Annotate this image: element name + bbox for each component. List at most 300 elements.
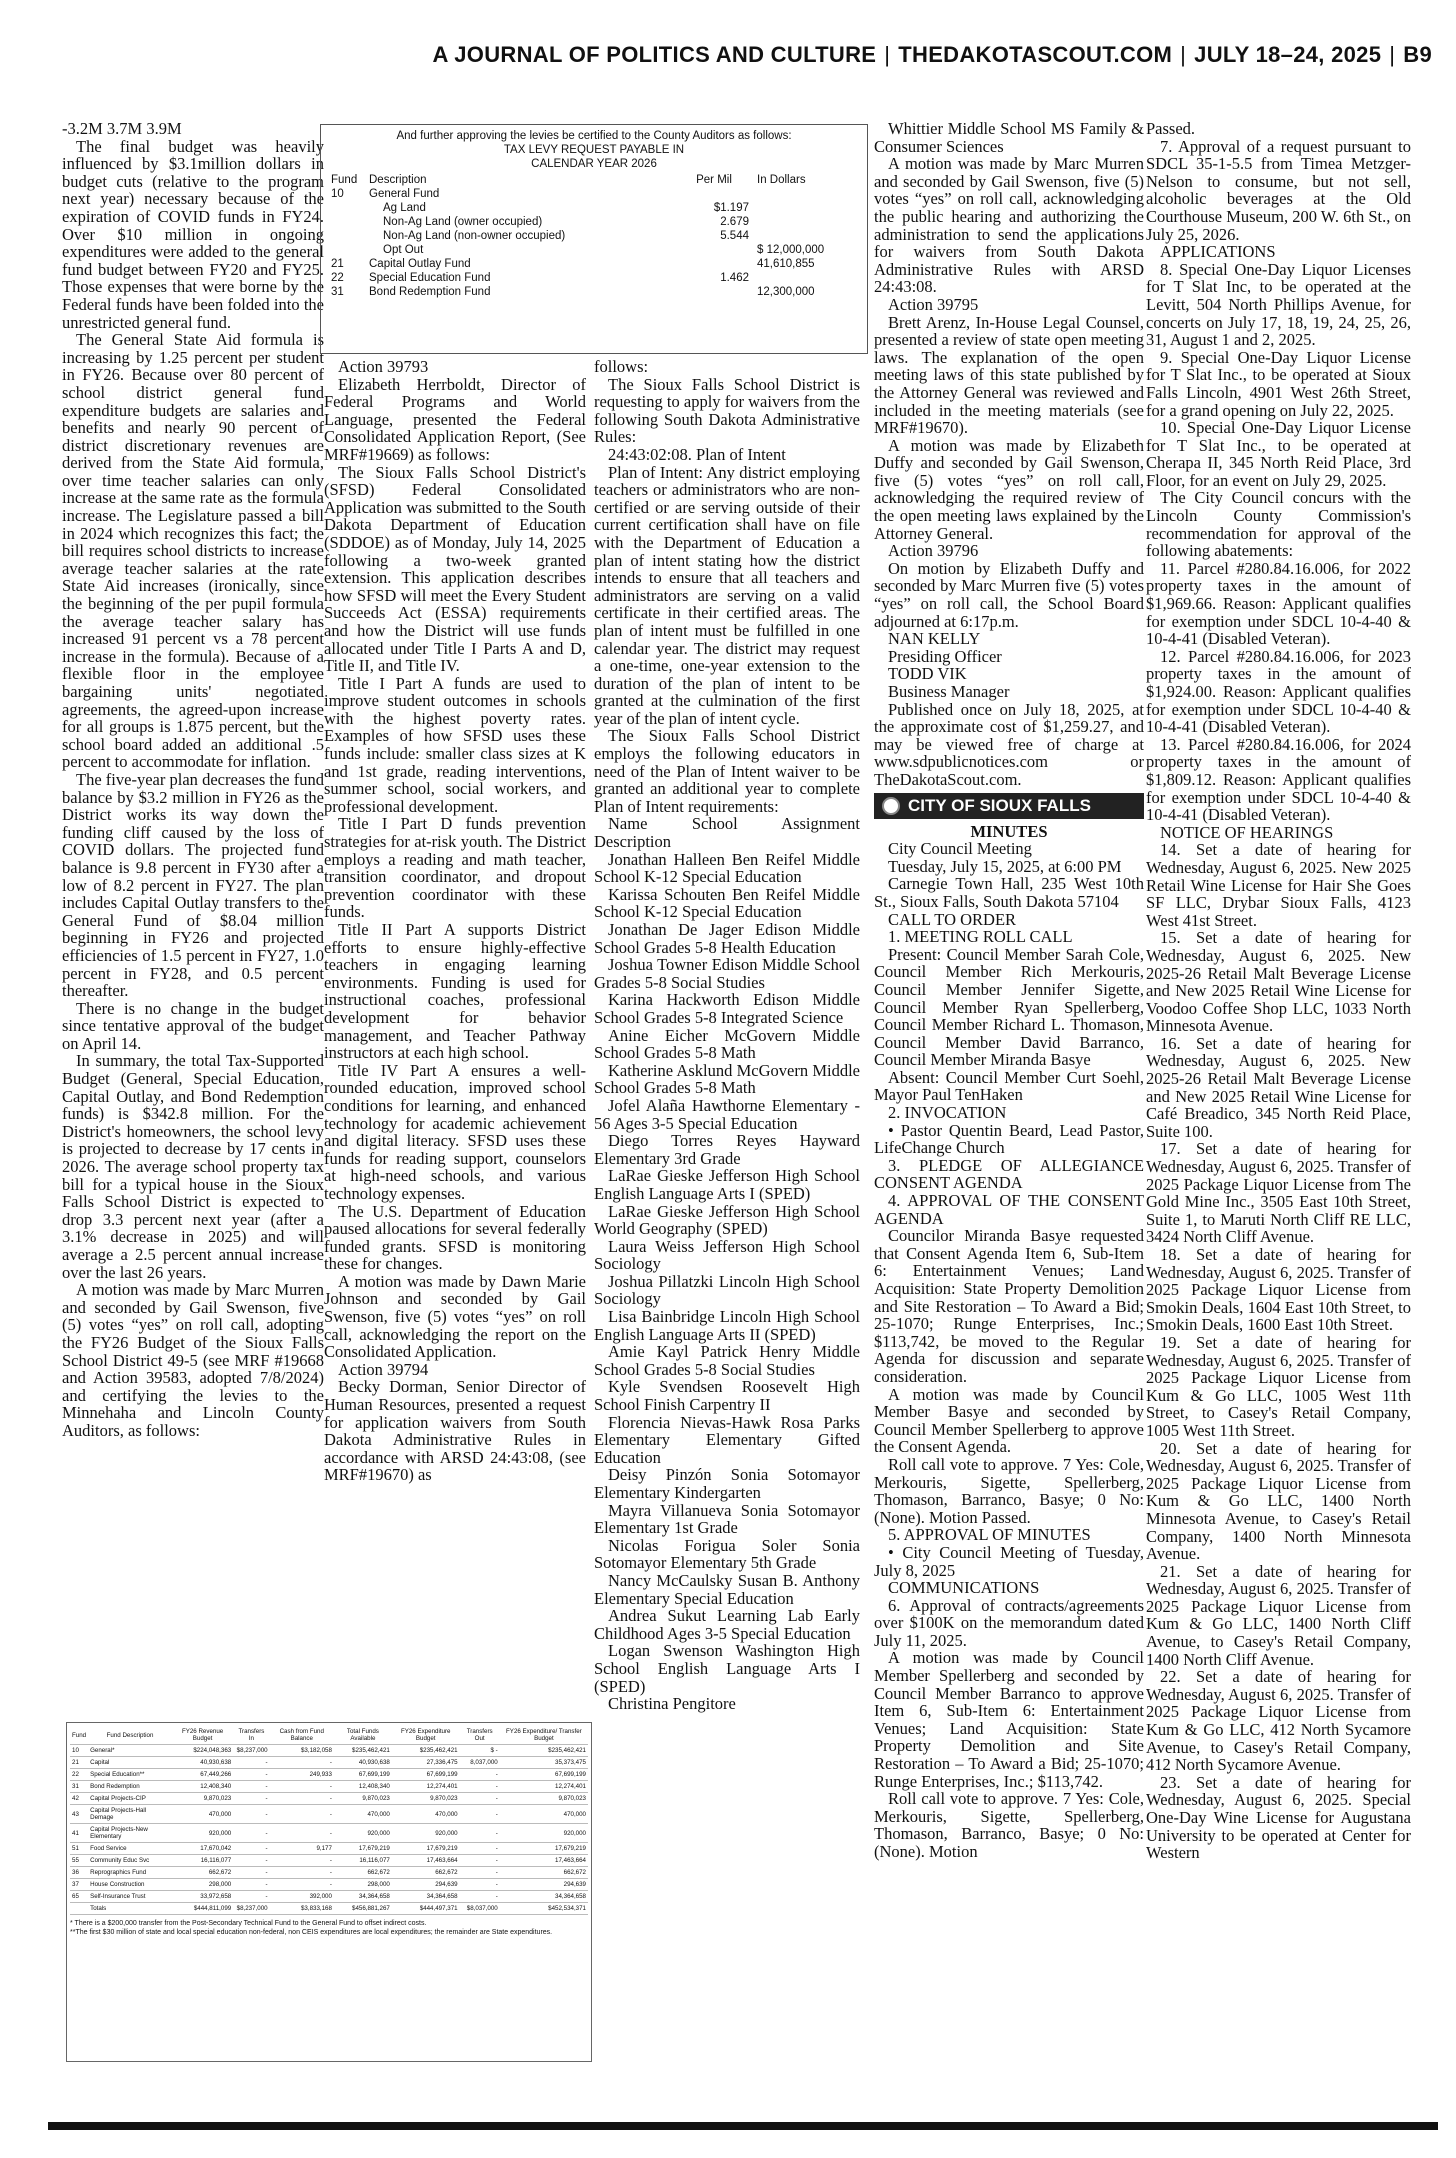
paragraph: Business Manager bbox=[888, 682, 1010, 701]
budget-cell: 920,000 bbox=[334, 1824, 392, 1843]
paragraph: LaRae Gieske Jefferson High School English Language Arts I (SPED) bbox=[594, 1166, 860, 1203]
paragraph: 10. Special One-Day Liquor License for T Slat Inc., to be operated at Cherapa II, 345 North Reid Place, 3rd Floor, for an event on July 29, 2025. bbox=[1146, 418, 1411, 490]
budget-header-cell: Transfers In bbox=[233, 1726, 269, 1745]
paragraph: A motion was made by Marc Murren and seconded by Gail Swenson, five (5) votes “yes” on roll call, acknowledging the public hearing and authorizing the administration to send the applications for waivers from South Dakota Administrative Rules with ARSD 24:43:08. bbox=[874, 154, 1144, 297]
paragraph: A motion was made by Council Member Basye and seconded by Council Member Spellerberg to approve the Consent Agenda. bbox=[874, 1384, 1144, 1457]
paragraph: Florencia Nievas-Hawk Rosa Parks Elementary Elementary Gifted Education bbox=[594, 1412, 860, 1467]
section-banner-label: CITY OF SIOUX FALLS bbox=[908, 795, 1091, 815]
budget-cell: 17,679,219 bbox=[500, 1843, 588, 1855]
issue-dates: JULY 18–24, 2025 bbox=[1194, 42, 1382, 67]
budget-cell: 33,972,658 bbox=[172, 1891, 233, 1903]
site-url: THEDAKOTASCOUT.COM bbox=[898, 42, 1173, 67]
levy-row bbox=[327, 243, 861, 257]
budget-cell: 9,870,023 bbox=[392, 1793, 460, 1805]
budget-cell: - bbox=[233, 1855, 269, 1867]
levy-row bbox=[327, 285, 861, 299]
budget-cell: General* bbox=[88, 1745, 172, 1757]
paragraph: The Sioux Falls School District employs the following educators in need of the Plan of Intent waiver to be granted an additional year to complete Plan of Intent requirements: bbox=[594, 726, 860, 816]
budget-header-cell: Fund Description bbox=[88, 1726, 172, 1745]
budget-cell: 12,274,401 bbox=[392, 1781, 460, 1793]
budget-cell: - bbox=[233, 1879, 269, 1891]
paragraph: Title IV Part A ensures a well-rounded education, improved school conditions for learning, and enhanced technology for academic achievement and digital literacy. SFSD uses these funds for reading support, counselors at high-need schools, and various technology expenses. bbox=[324, 1060, 586, 1203]
budget-cell: 34,364,658 bbox=[392, 1891, 460, 1903]
levy-cell-mil bbox=[675, 257, 753, 271]
levy-cell-desc: Special Education Fund bbox=[369, 272, 491, 284]
budget-grid bbox=[70, 1726, 588, 1915]
budget-cell: $8,237,000 bbox=[233, 1903, 269, 1915]
paragraph: 13. Parcel #280.84.16.006, for 2024 property taxes in the amount of $1,809.12. Reason: Applicant qualifies for exemption under SDCL 10-4-40 & 10-4-41 (Disabled Veteran). bbox=[1146, 734, 1411, 825]
paragraph: 12. Parcel #280.84.16.006, for 2023 property taxes in the amount of $1,924.00. Reason: Applicant qualifies for exemption under SDCL 10-4-40 & 10-4-41 (Disabled Veteran). bbox=[1146, 646, 1411, 737]
levy-cell-dollars bbox=[753, 229, 861, 243]
budget-cell: 662,672 bbox=[334, 1867, 392, 1879]
paragraph: • City Council Meeting of Tuesday, July 8, 2025 bbox=[874, 1542, 1144, 1580]
budget-cell: - bbox=[460, 1781, 500, 1793]
levy-cell-fund bbox=[327, 229, 365, 243]
budget-cell: - bbox=[460, 1793, 500, 1805]
paragraph: 5. APPROVAL OF MINUTES bbox=[888, 1525, 1091, 1545]
paragraph: Title II Part A supports District efforts to ensure highly-effective teachers in engaging learning environments. Funding is used for instructional coaches, professional development for behavior management, and Teacher Pathway instructors at each high school. bbox=[324, 920, 586, 1063]
budget-header-cell: FY26 Revenue Budget bbox=[172, 1726, 233, 1745]
paragraph: Councilor Miranda Basye requested that Consent Agenda Item 6, Sub-Item 6: Entertainment Venues; Land Acquisition: State Property Demolition and Site Restoration – To Award a Bid; 25-1070; Runge Enterprises, Inc.; $113,742, be moved to the Regular Agenda for discussion and separate consideration. bbox=[874, 1226, 1144, 1386]
budget-cell: 35,373,475 bbox=[500, 1757, 588, 1769]
budget-cell: 17,463,664 bbox=[392, 1855, 460, 1867]
paragraph: Mayra Villanueva Sonia Sotomayor Elementary 1st Grade bbox=[594, 1500, 860, 1538]
paragraph: 19. Set a date of hearing for Wednesday, August 6, 2025. Transfer of 2025 Package Liquor License from Kum & Go LLC, 1005 West 11th Street, to Casey's Retail Company, 1005 West 11th Street. bbox=[1146, 1332, 1411, 1440]
budget-cell: Capital Projects-New Elementary bbox=[88, 1824, 172, 1843]
paragraph: A motion was made by Marc Murren and seconded by Gail Swenson, five (5) votes “yes” on roll call, adopting the FY26 Budget of the Sioux Falls School District 49-5 (see MRF #19668 and Action 39583, adopted 7/8/2024) and certifying the levies to the Minnehaha and Lincoln County Auditors, as follows: bbox=[62, 1280, 324, 1440]
paragraph: Diego Torres Reyes Hayward Elementary 3rd Grade bbox=[594, 1131, 860, 1168]
levy-row bbox=[327, 229, 861, 243]
budget-cell: 10 bbox=[70, 1745, 88, 1757]
budget-cell: 9,870,023 bbox=[334, 1793, 392, 1805]
budget-row bbox=[70, 1891, 588, 1903]
budget-cell: 9,870,023 bbox=[500, 1793, 588, 1805]
budget-cell: 41 bbox=[70, 1824, 88, 1843]
budget-cell: - bbox=[233, 1769, 269, 1781]
budget-cell: 22 bbox=[70, 1769, 88, 1781]
levy-row bbox=[327, 257, 861, 271]
paragraph: Presiding Officer bbox=[888, 646, 1002, 666]
levy-cell-desc: Capital Outlay Fund bbox=[369, 258, 471, 270]
paragraph: On motion by Elizabeth Duffy and seconded by Marc Murren five (5) votes “yes” on roll call, the School Board adjourned at 6:17p.m. bbox=[874, 558, 1144, 631]
budget-cell: Self-Insurance Trust bbox=[88, 1891, 172, 1903]
budget-cell: 17,670,042 bbox=[172, 1843, 233, 1855]
paragraph: A motion was made by Council Member Spellerberg and seconded by Council Member Barranco to approve Item 6, Sub-Item 6: Entertainment Venues; Land Acquisition: State Property Demolition and Site Restoration – To Award a Bid; 25-1070; Runge Enterprises, Inc.; $113,742. bbox=[874, 1648, 1144, 1791]
paragraph: Joshua Pillatzki Lincoln High School Sociology bbox=[594, 1271, 860, 1309]
budget-cell: 34,364,658 bbox=[334, 1891, 392, 1903]
budget-cell: Bond Redemption bbox=[88, 1781, 172, 1793]
paragraph: Action 39794 bbox=[338, 1359, 429, 1379]
budget-cell: 65 bbox=[70, 1891, 88, 1903]
paragraph: COMMUNICATIONS bbox=[888, 1578, 1040, 1598]
budget-cell: $224,048,363 bbox=[172, 1745, 233, 1757]
budget-header-cell: FY26 Expenditure Budget bbox=[392, 1726, 460, 1745]
paragraph: Kyle Svendsen Roosevelt High School Finish Carpentry II bbox=[594, 1377, 860, 1415]
budget-cell: 662,672 bbox=[172, 1867, 233, 1879]
budget-cell bbox=[70, 1903, 88, 1915]
column-1 bbox=[62, 120, 324, 1680]
budget-cell: 21 bbox=[70, 1757, 88, 1769]
budget-row bbox=[70, 1855, 588, 1867]
tax-levy-table bbox=[320, 124, 868, 354]
section-banner bbox=[874, 793, 1144, 819]
levy-col-desc: Description bbox=[369, 174, 427, 186]
budget-cell: Capital bbox=[88, 1757, 172, 1769]
budget-cell: $444,497,371 bbox=[392, 1903, 460, 1915]
levy-cell-desc: Non-Ag Land (owner occupied) bbox=[383, 216, 543, 228]
paragraph: The City Council concurs with the Lincoln County Commission's recommendation for approval of the following abatements: bbox=[1146, 488, 1411, 561]
paragraph: Christina Pengitore bbox=[608, 1694, 736, 1714]
paragraph: A motion was made by Elizabeth Duffy and seconded by Gail Swenson, five (5) votes “yes” on roll call, acknowledging the required review of the open meeting laws explained by the Attorney General. bbox=[874, 435, 1144, 543]
budget-cell: 67,699,199 bbox=[500, 1769, 588, 1781]
levy-cell-fund: 31 bbox=[331, 286, 344, 298]
budget-cell: - bbox=[233, 1793, 269, 1805]
levy-subtitle: CALENDAR YEAR 2026 bbox=[531, 158, 657, 170]
paragraph: The U.S. Department of Education paused allocations for several federally funded grants. SFSD is monitoring these for changes. bbox=[324, 1201, 586, 1274]
levy-cell-mil: 2.679 bbox=[720, 216, 749, 228]
budget-cell: - bbox=[270, 1805, 334, 1824]
levy-cell-mil bbox=[675, 187, 753, 201]
budget-cell: - bbox=[233, 1805, 269, 1824]
budget-cell: - bbox=[233, 1781, 269, 1793]
budget-cell: $8,037,000 bbox=[460, 1903, 500, 1915]
budget-cell: - bbox=[270, 1867, 334, 1879]
levy-cell-mil bbox=[675, 285, 753, 299]
paragraph: Passed. bbox=[1146, 120, 1196, 138]
levy-cell-mil: 1.462 bbox=[720, 272, 749, 284]
paragraph: Anine Eicher McGovern Middle School Grades 5-8 Math bbox=[594, 1025, 860, 1063]
budget-cell: 67,449,266 bbox=[172, 1769, 233, 1781]
paragraph: Jonathan Halleen Ben Reifel Middle School K-12 Special Education bbox=[594, 849, 860, 887]
budget-cell: 17,679,219 bbox=[334, 1843, 392, 1855]
budget-cell: - bbox=[460, 1805, 500, 1824]
paragraph: Roll call vote to approve. 7 Yes: Cole, Merkouris, Sigette, Spellerberg, Thomason, Barranco, Basye; 0 No: (None). Motion Passed. bbox=[874, 1454, 1144, 1527]
paragraph: Title I Part A funds are used to improve student outcomes in schools with the highest poverty rates. Examples of how SFSD uses these funds include: smaller class sizes at K and 1st grade, reading interventions, summer school, social workers, and professional development. bbox=[324, 673, 586, 816]
budget-cell: Capital Projects-CIP bbox=[88, 1793, 172, 1805]
budget-cell: - bbox=[460, 1891, 500, 1903]
budget-cell: - bbox=[233, 1843, 269, 1855]
budget-cell: - bbox=[270, 1781, 334, 1793]
paragraph: 16. Set a date of hearing for Wednesday, August 6, 2025. New 2025-26 Retail Malt Beverage License and New 2025 Retail Wine License for Café Breadico, 345 North Reid Place, Suite 100. bbox=[1146, 1033, 1411, 1141]
budget-cell: 31 bbox=[70, 1781, 88, 1793]
column-2 bbox=[324, 358, 586, 1908]
budget-header-cell: Fund bbox=[70, 1726, 88, 1745]
column-4 bbox=[874, 120, 1144, 2120]
levy-cell-desc: General Fund bbox=[369, 188, 440, 200]
budget-cell: Food Service bbox=[88, 1843, 172, 1855]
budget-cell: - bbox=[460, 1867, 500, 1879]
city-council-minutes bbox=[874, 823, 1144, 1861]
paragraph: Logan Swenson Washington High School English Language Arts I (SPED) bbox=[594, 1641, 860, 1696]
levy-cell-fund: 10 bbox=[331, 188, 344, 200]
paragraph: The five-year plan decreases the fund balance by $3.2 million in FY26 as the District works its way down the funding cliff caused by the loss of COVID dollars. The projected fund balance is 9.8 percent in FY30 after a low of 8.2 percent in FY27. The plan includes Capital Outlay transfers to the General Fund of $8.04 million beginning in FY26 and projected efficiencies of 1.5 percent in FY27, 1.0 percent in FY28, and 0.5 percent thereafter. bbox=[62, 769, 324, 1001]
levy-cell-fund bbox=[327, 215, 365, 229]
paragraph: Brett Arenz, In-House Legal Counsel, presented a review of state open meeting laws. The explanation of the open meeting laws of this state published by the Attorney General was reviewed and included in the meeting materials (see MRF#19670). bbox=[874, 312, 1144, 438]
levy-title: TAX LEVY REQUEST PAYABLE IN bbox=[503, 144, 685, 156]
budget-cell: $235,462,421 bbox=[392, 1745, 460, 1757]
paragraph: 15. Set a date of hearing for Wednesday, August 6, 2025. New 2025-26 Retail Malt Beverage License and New 2025 Retail Wine License for Voodoo Coffee Shop LLC, 1033 North Minnesota Avenue. bbox=[1146, 928, 1411, 1036]
paragraph: 7. Approval of a request pursuant to SDCL 35-1-5.5 from Timea Metzger-Nelson to consume, but not sell, alcoholic beverages at the Old Courthouse Museum, 200 W. 6th St., on July 25, 2026. bbox=[1146, 136, 1411, 244]
paragraph: 24:43:02:08. Plan of Intent bbox=[608, 444, 786, 464]
paragraph: Name School Assignment Description bbox=[594, 814, 860, 852]
budget-cell: $ - bbox=[460, 1745, 500, 1757]
budget-row bbox=[70, 1843, 588, 1855]
paragraph: Plan of Intent: Any district employing teachers or administrators who are non-certified or are serving outside of their current certification shall have on file with the Department of Education a plan of intent stating how the district intends to ensure that all teachers and administrators are serving on a valid certificate in their certified areas. The plan of intent must be fulfilled in one calendar year. The district may request a one-time, one-year extension to the duration of the plan of intent to be granted at the culmination of the first year of the plan of intent cycle. bbox=[594, 462, 860, 728]
budget-row bbox=[70, 1867, 588, 1879]
paragraph: Joshua Towner Edison Middle School Grades 5-8 Social Studies bbox=[594, 955, 860, 992]
school-board-continued bbox=[874, 120, 1144, 789]
budget-cell: 294,639 bbox=[500, 1879, 588, 1891]
budget-cell: 9,177 bbox=[270, 1843, 334, 1855]
budget-cell: 67,699,199 bbox=[334, 1769, 392, 1781]
budget-cell: - bbox=[460, 1769, 500, 1781]
levy-intro: And further approving the levies be certified to the County Auditors as follows: bbox=[396, 130, 792, 142]
levy-cell-mil: $1.197 bbox=[713, 202, 749, 214]
budget-cell: 470,000 bbox=[500, 1805, 588, 1824]
budget-cell: Community Educ Svc bbox=[88, 1855, 172, 1867]
budget-row bbox=[70, 1903, 588, 1915]
paragraph: 18. Set a date of hearing for Wednesday, August 6, 2025. Transfer of 2025 Package Liquor License from Smokin Deals, 1604 East 10th Street, to Smokin Deals, 1600 East 10th Street. bbox=[1146, 1245, 1411, 1335]
budget-summary-table bbox=[66, 1722, 592, 2062]
paragraph: Title I Part D funds prevention strategies for at-risk youth. The District employs a reading and math teacher, transition coordinator, and dropout prevention coordinator with these funds. bbox=[324, 814, 586, 922]
paragraph: 23. Set a date of hearing for Wednesday, August 6, 2025. Special One-Day Wine License for Augustana University to be operated at Center for Western bbox=[1146, 1772, 1411, 1863]
budget-row bbox=[70, 1793, 588, 1805]
budget-row bbox=[70, 1757, 588, 1769]
budget-cell: Special Education** bbox=[88, 1769, 172, 1781]
paragraph: Whittier Middle School MS Family & Consumer Sciences bbox=[874, 120, 1144, 156]
paragraph: 3. PLEDGE OF ALLEGIANCE CONSENT AGENDA bbox=[874, 1155, 1144, 1193]
column-3 bbox=[594, 358, 860, 1918]
paragraph: City Council Meeting bbox=[888, 839, 1032, 859]
paragraph: 2. INVOCATION bbox=[888, 1103, 1007, 1123]
paragraph: 6. Approval of contracts/agreements over $100K on the memorandum dated July 11, 2025. bbox=[874, 1595, 1144, 1650]
budget-cell: - bbox=[270, 1793, 334, 1805]
budget-cell: 12,408,340 bbox=[334, 1781, 392, 1793]
paragraph: Becky Dorman, Senior Director of Human Resources, presented a request for application waivers from South Dakota Administrative Rules in accordance with ARSD 24:43:08, (see MRF#19670) as bbox=[324, 1377, 586, 1485]
budget-cell: $235,462,421 bbox=[334, 1745, 392, 1757]
budget-cell: 920,000 bbox=[172, 1824, 233, 1843]
levy-grid bbox=[327, 173, 861, 299]
levy-cell-dollars bbox=[753, 187, 861, 201]
page-number: B9 bbox=[1403, 42, 1432, 67]
budget-cell: - bbox=[460, 1879, 500, 1891]
budget-cell: - bbox=[460, 1824, 500, 1843]
levy-cell-desc: Ag Land bbox=[383, 202, 426, 214]
paragraph: Nancy McCaulsky Susan B. Anthony Elementary Special Education bbox=[594, 1570, 860, 1608]
paragraph: 14. Set a date of hearing for Wednesday, August 6, 2025. New 2025 Retail Wine License for Hair She Goes SF LLC, Drybar Sioux Falls, 4123 West 41st Street. bbox=[1146, 840, 1411, 930]
paragraph: Deisy Pinzón Sonia Sotomayor Elementary Kindergarten bbox=[594, 1465, 860, 1502]
budget-cell: 12,274,401 bbox=[500, 1781, 588, 1793]
budget-cell: 42 bbox=[70, 1793, 88, 1805]
budget-cell: 34,364,658 bbox=[500, 1891, 588, 1903]
budget-cell: Totals bbox=[88, 1903, 172, 1915]
levy-cell-fund: 22 bbox=[331, 272, 344, 284]
budget-cell: - bbox=[233, 1757, 269, 1769]
paragraph: Lisa Bainbridge Lincoln High School English Language Arts II (SPED) bbox=[594, 1307, 860, 1344]
budget-cell: - bbox=[233, 1824, 269, 1843]
budget-cell: 920,000 bbox=[500, 1824, 588, 1843]
budget-cell: 294,639 bbox=[392, 1879, 460, 1891]
budget-cell: - bbox=[233, 1867, 269, 1879]
paragraph: The General State Aid formula is increasing by 1.25 percent per student in FY26. Because over 80 percent of school district general fund expenditure budgets are salaries and benefits and nearly 90 percent of district discretionary revenues are derived from the State Aid formula, over time teacher salaries can only increase at the same rate as the formula increase. The Legislature passed a bill in 2024 which recognizes this fact; the bill requires school districts to increase average teacher salaries at the rate State Aid increases (ironically, since the beginning of the per pupil formula the average teacher salary has increased 91 percent vs a 78 percent increase in the formula). Because of a flexible floor in the employee bargaining units' negotiated agreements, the agreed-upon increase for all groups is 1.875 percent, but the school board added an additional .5 percent to accommodate for inflation. bbox=[62, 330, 324, 772]
paragraph: Karina Hackworth Edison Middle School Grades 5-8 Integrated Science bbox=[594, 990, 860, 1027]
budget-cell: 662,672 bbox=[392, 1867, 460, 1879]
paragraph: 8. Special One-Day Liquor Licenses for T Slat Inc, to be operated at the Levitt, 504 North Phillips Avenue, for concerts on July 17, 18, 19, 24, 25, 26, 31, August 1 and 2, 2025. bbox=[1146, 259, 1411, 350]
budget-cell: $452,534,371 bbox=[500, 1903, 588, 1915]
budget-cell: 17,679,219 bbox=[392, 1843, 460, 1855]
budget-cell: 51 bbox=[70, 1843, 88, 1855]
budget-cell: 17,463,664 bbox=[500, 1855, 588, 1867]
levy-row bbox=[327, 215, 861, 229]
paragraph: The Sioux Falls School District is requesting to apply for waivers from the following South Dakota Administrative Rules: bbox=[594, 374, 860, 447]
paragraph: Jofel Alaña Hawthorne Elementary - 56 Ages 3-5 Special Education bbox=[594, 1095, 860, 1133]
paragraph: In summary, the total Tax-Supported Budget (General, Special Education, Capital Outlay, and Bond Redemption funds) is $342.8 million. For the District's homeowners, the school levy is projected to decrease by 17 cents in 2026. The average school property tax bill for a typical house in the Sioux Falls School District is expected to drop 3.3 percent next year (after a 3.1% decrease in 2025) and will average a 2.5 percent annual increase over the last 26 years. bbox=[62, 1051, 324, 1282]
paragraph: NOTICE OF HEARINGS bbox=[1160, 822, 1334, 842]
levy-cell-dollars bbox=[753, 271, 861, 285]
levy-cell-fund bbox=[327, 243, 365, 257]
budget-cell: 9,870,023 bbox=[172, 1793, 233, 1805]
levy-cell-desc: Non-Ag Land (non-owner occupied) bbox=[383, 230, 566, 242]
budget-cell: 43 bbox=[70, 1805, 88, 1824]
paragraph: Action 39796 bbox=[888, 541, 979, 561]
paragraph: Katherine Asklund McGovern Middle School Grades 5-8 Math bbox=[594, 1060, 860, 1098]
budget-cell: $3,182,058 bbox=[270, 1745, 334, 1757]
budget-cell: House Construction bbox=[88, 1879, 172, 1891]
budget-cell: - bbox=[270, 1855, 334, 1867]
levy-cell-desc: Bond Redemption Fund bbox=[369, 286, 491, 298]
page-header: A JOURNAL OF POLITICS AND CULTURE | THEDAKOTASCOUT.COM | JULY 18–24, 2025 | B9 bbox=[432, 42, 1432, 67]
paragraph: APPLICATIONS bbox=[1160, 242, 1276, 262]
paragraph: Nicolas Forigua Soler Sonia Sotomayor Elementary 5th Grade bbox=[594, 1535, 860, 1573]
budget-cell: 662,672 bbox=[500, 1867, 588, 1879]
budget-cell: $8,237,000 bbox=[233, 1745, 269, 1757]
paragraph: Published once on July 18, 2025, at the approximate cost of $1,259.27, and may be viewed free of charge at www.sdpublicnotices.com or TheDakotaScout.com. bbox=[874, 699, 1144, 789]
budget-cell: 36 bbox=[70, 1867, 88, 1879]
levy-row bbox=[327, 271, 861, 285]
paragraph: Karissa Schouten Ben Reifel Middle School K-12 Special Education bbox=[594, 884, 860, 922]
paragraph: Action 39793 bbox=[338, 358, 429, 376]
levy-cell-desc: Opt Out bbox=[383, 244, 424, 256]
levy-cell-dollars bbox=[753, 201, 861, 215]
budget-cell: 470,000 bbox=[392, 1805, 460, 1824]
paragraph: Elizabeth Herrboldt, Director of Federal Programs and World Language, presented the Federal Consolidated Application Report, (See MRF#19669) as follows: bbox=[324, 374, 586, 464]
budget-header-cell: Transfers Out bbox=[460, 1726, 500, 1745]
budget-cell: 40,930,638 bbox=[334, 1757, 392, 1769]
budget-cell: 16,116,077 bbox=[334, 1855, 392, 1867]
levy-cell-dollars bbox=[753, 215, 861, 229]
budget-cell: 470,000 bbox=[172, 1805, 233, 1824]
budget-cell: 298,000 bbox=[172, 1879, 233, 1891]
bottom-rule bbox=[48, 2122, 1438, 2130]
paragraph: 4. APPROVAL OF THE CONSENT AGENDA bbox=[874, 1191, 1144, 1228]
budget-cell: 40,930,638 bbox=[172, 1757, 233, 1769]
budget-row bbox=[70, 1769, 588, 1781]
budget-cell: - bbox=[270, 1824, 334, 1843]
budget-cell: 470,000 bbox=[334, 1805, 392, 1824]
budget-cell: 55 bbox=[70, 1855, 88, 1867]
levy-cell-dollars: 12,300,000 bbox=[757, 286, 815, 298]
paragraph: CALL TO ORDER bbox=[888, 909, 1017, 929]
levy-cell-dollars: $ 12,000,000 bbox=[757, 244, 825, 256]
budget-row bbox=[70, 1824, 588, 1843]
paragraph: follows: bbox=[594, 358, 649, 376]
paragraph: Andrea Sukut Learning Lab Early Childhood Ages 3-5 Special Education bbox=[594, 1606, 860, 1643]
paragraph: 20. Set a date of hearing for Wednesday, August 6, 2025. Transfer of 2025 Package Liquor License from Kum & Go LLC, 1400 North Minnesota Avenue, to Casey's Retail Company, 1400 North Minnesota Avenue. bbox=[1146, 1438, 1411, 1564]
budget-row bbox=[70, 1879, 588, 1891]
paragraph: 1. MEETING ROLL CALL bbox=[888, 927, 1073, 947]
paragraph: LaRae Gieske Jefferson High School World Geography (SPED) bbox=[594, 1201, 860, 1239]
budget-cell: - bbox=[460, 1855, 500, 1867]
paragraph: TODD VIK bbox=[888, 664, 967, 684]
paragraph: Jonathan De Jager Edison Middle School Grades 5-8 Health Education bbox=[594, 920, 860, 957]
budget-header-cell: FY26 Expenditure/ Transfer Budget bbox=[500, 1726, 588, 1745]
budget-cell: 392,000 bbox=[270, 1891, 334, 1903]
paragraph: 21. Set a date of hearing for Wednesday, August 6, 2025. Transfer of 2025 Package Liquor License from Kum & Go LLC, 1400 North Cliff Avenue, to Casey's Retail Company, 1400 North Cliff Avenue. bbox=[1146, 1561, 1411, 1669]
budget-cell: $3,833,168 bbox=[270, 1903, 334, 1915]
budget-cell: Capital Projects-Hall Demage bbox=[88, 1805, 172, 1824]
budget-cell: 8,037,000 bbox=[460, 1757, 500, 1769]
levy-cell-fund bbox=[327, 201, 365, 215]
budget-row bbox=[70, 1781, 588, 1793]
levy-cell-dollars: 41,610,855 bbox=[757, 258, 815, 270]
levy-col-dollars: In Dollars bbox=[757, 174, 806, 186]
paragraph: Present: Council Member Sarah Cole, Council Member Rich Merkouris, Council Member Jennifer Sigette, Council Member Ryan Spellerberg, Council Member Richard L. Thomason, Council Member David Barranco, Council Member Miranda Basye bbox=[874, 944, 1144, 1070]
budget-row bbox=[70, 1805, 588, 1824]
budget-row bbox=[70, 1745, 588, 1757]
paragraph: 22. Set a date of hearing for Wednesday, August 6, 2025. Transfer of 2025 Package Liquor License from Kum & Go LLC, 412 North Sycamore Avenue, to Casey's Retail Company, 412 North Sycamore Avenue. bbox=[1146, 1667, 1411, 1775]
paragraph: • Pastor Quentin Beard, Lead Pastor, LifeChange Church bbox=[874, 1120, 1144, 1158]
levy-col-mil: Per Mil bbox=[696, 174, 732, 186]
budget-cell: 920,000 bbox=[392, 1824, 460, 1843]
levy-cell-fund: 21 bbox=[331, 258, 344, 270]
budget-cell: - bbox=[460, 1843, 500, 1855]
publication-tagline: A JOURNAL OF POLITICS AND CULTURE bbox=[432, 42, 877, 67]
column-5 bbox=[1146, 120, 1411, 2120]
paragraph: A motion was made by Dawn Marie Johnson and seconded by Gail Swenson, five (5) votes “yes” on roll call, acknowledging the report on the Consolidated Application. bbox=[324, 1271, 586, 1362]
budget-cell: - bbox=[270, 1879, 334, 1891]
paragraph: Amie Kayl Patrick Henry Middle School Grades 5-8 Social Studies bbox=[594, 1342, 860, 1379]
budget-note-1: * There is a $200,000 transfer from the Post-Secondary Technical Fund to the General Fund to offset indirect costs. bbox=[70, 1920, 427, 1927]
budget-header-cell: Total Funds Available bbox=[334, 1726, 392, 1745]
paragraph: 17. Set a date of hearing for Wednesday, August 6, 2025. Transfer of 2025 Package Liquor License from The Gold Mine Inc., 3505 East 10th Street, Suite 1, to Maruti North Cliff RE LLC, 3424 North Cliff Avenue. bbox=[1146, 1139, 1411, 1247]
budget-header-cell: Cash from Fund Balance bbox=[270, 1726, 334, 1745]
budget-cell: 37 bbox=[70, 1879, 88, 1891]
budget-cell: 12,408,340 bbox=[172, 1781, 233, 1793]
paragraph: 11. Parcel #280.84.16.006, for 2022 property taxes in the amount of $1,969.66. Reason: Applicant qualifies for exemption under SDCL 10-4-40 & 10-4-41 (Disabled Veteran). bbox=[1146, 558, 1411, 649]
paragraph: Roll call vote to approve. 7 Yes: Cole, Merkouris, Sigette, Spellerberg, Thomason, Barranco, Basye; 0 No: (None). Motion bbox=[874, 1789, 1144, 1861]
paragraph: 9. Special One-Day Liquor License for T Slat Inc., to be operated at Sioux Falls Lincoln, 4901 West 26th Street, for a grand opening on July 22, 2025. bbox=[1146, 347, 1411, 420]
budget-cell: $444,811,099 bbox=[172, 1903, 233, 1915]
paragraph: MINUTES bbox=[970, 821, 1048, 841]
paragraph: There is no change in the budget since tentative approval of the budget on April 14. bbox=[62, 998, 324, 1053]
budget-cell: 67,699,199 bbox=[392, 1769, 460, 1781]
paragraph: The Sioux Falls School District's (SFSD) Federal Consolidated Application was submitted to the South Dakota Department of Education (SDDOE) as of Monday, July 14, 2025 following a two-week granted extension. This application describes how SFSD will meet the Every Student Succeeds Act (ESSA) requirements and how the District will use funds allocated under Title I Parts A and D, Title II, and Title IV. bbox=[324, 462, 586, 676]
levy-cell-mil bbox=[675, 243, 753, 257]
paragraph: Action 39795 bbox=[888, 294, 979, 314]
budget-cell: $235,462,421 bbox=[500, 1745, 588, 1757]
paragraph: Absent: Council Member Curt Soehl, Mayor Paul TenHaken bbox=[874, 1067, 1144, 1105]
budget-cell: 298,000 bbox=[334, 1879, 392, 1891]
paragraph: The final budget was heavily influenced by $3.1million dollars in budget cuts (relative to the program next year) necessary because of the expiration of COVID funds in FY24. Over $10 million in ongoing expenditures were added to the general fund budget between FY20 and FY25. Those expenses that were borne by the Federal funds have been folded into the unrestricted general fund. bbox=[62, 136, 324, 332]
levy-cell-mil: 5.544 bbox=[720, 230, 749, 242]
budget-cell: - bbox=[270, 1757, 334, 1769]
levy-row bbox=[327, 187, 861, 201]
city-seal-icon bbox=[882, 797, 900, 815]
levy-col-fund: Fund bbox=[331, 174, 358, 186]
budget-cell: 249,933 bbox=[270, 1769, 334, 1781]
budget-cell: - bbox=[233, 1891, 269, 1903]
paragraph: Laura Weiss Jefferson High School Sociology bbox=[594, 1236, 860, 1274]
